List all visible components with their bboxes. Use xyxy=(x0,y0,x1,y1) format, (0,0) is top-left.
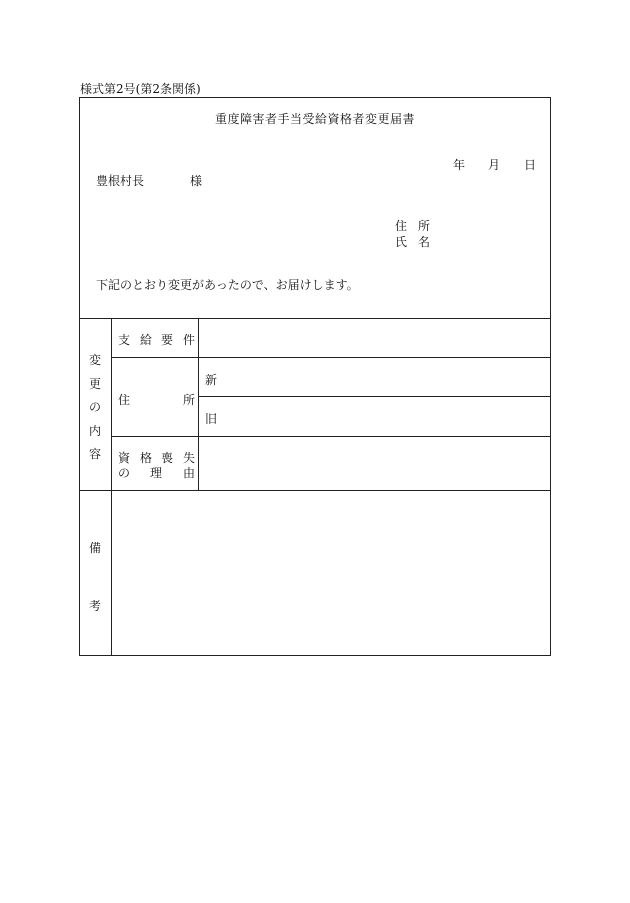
payment-requirement-char: 給 xyxy=(140,333,153,347)
side-char: 容 xyxy=(88,447,101,461)
loss-reason-char: 資 xyxy=(118,451,131,465)
divider-row1 xyxy=(111,357,551,358)
side-char: 内 xyxy=(88,423,101,438)
remarks-label-bottom: 考 xyxy=(88,599,101,613)
addressee-name: 豊根村長 xyxy=(96,174,145,188)
side-char: 変 xyxy=(88,353,101,367)
applicant-address-label-1: 住 xyxy=(395,219,408,233)
loss-reason-char: 理 xyxy=(150,466,163,480)
divider-row2 xyxy=(111,436,551,437)
remarks-label-top: 備 xyxy=(88,541,101,555)
addressee-honorific: 様 xyxy=(190,174,203,188)
address-label-char: 所 xyxy=(183,393,196,407)
date-day-label: 日 xyxy=(524,158,537,172)
applicant-name-label-1: 氏 xyxy=(395,235,408,249)
loss-reason-char: 失 xyxy=(183,451,196,465)
divider-change-bottom xyxy=(79,490,551,491)
loss-reason-char: 格 xyxy=(140,451,153,465)
statement-text: 下記のとおり変更があったので、お届けします。 xyxy=(96,278,359,292)
change-content-side-label xyxy=(80,349,110,467)
applicant-name-label-2: 名 xyxy=(418,235,431,249)
loss-reason-char: 喪 xyxy=(161,451,174,465)
form-title: 重度障害者手当受給資格者変更届書 xyxy=(214,112,415,126)
side-char: の xyxy=(88,400,101,414)
side-char: 更 xyxy=(88,376,101,391)
divider-address-new-old xyxy=(198,396,551,397)
divider-header-bottom xyxy=(79,318,551,319)
payment-requirement-char: 要 xyxy=(161,333,174,347)
payment-requirement-char: 支 xyxy=(118,333,131,347)
date-year-label: 年 xyxy=(453,158,466,172)
loss-reason-char: の xyxy=(118,466,131,480)
divider-label-column xyxy=(198,318,199,490)
divider-side-column xyxy=(111,318,112,656)
form-frame xyxy=(79,97,551,656)
applicant-address-label-2: 所 xyxy=(418,219,431,233)
address-old-label: 旧 xyxy=(205,412,218,426)
form-number-label: 様式第2号(第2条関係) xyxy=(80,82,201,96)
address-label-char: 住 xyxy=(118,393,131,407)
date-month-label: 月 xyxy=(488,158,501,172)
loss-reason-char: 由 xyxy=(183,466,196,480)
payment-requirement-char: 件 xyxy=(183,333,196,347)
address-new-label: 新 xyxy=(205,373,218,387)
